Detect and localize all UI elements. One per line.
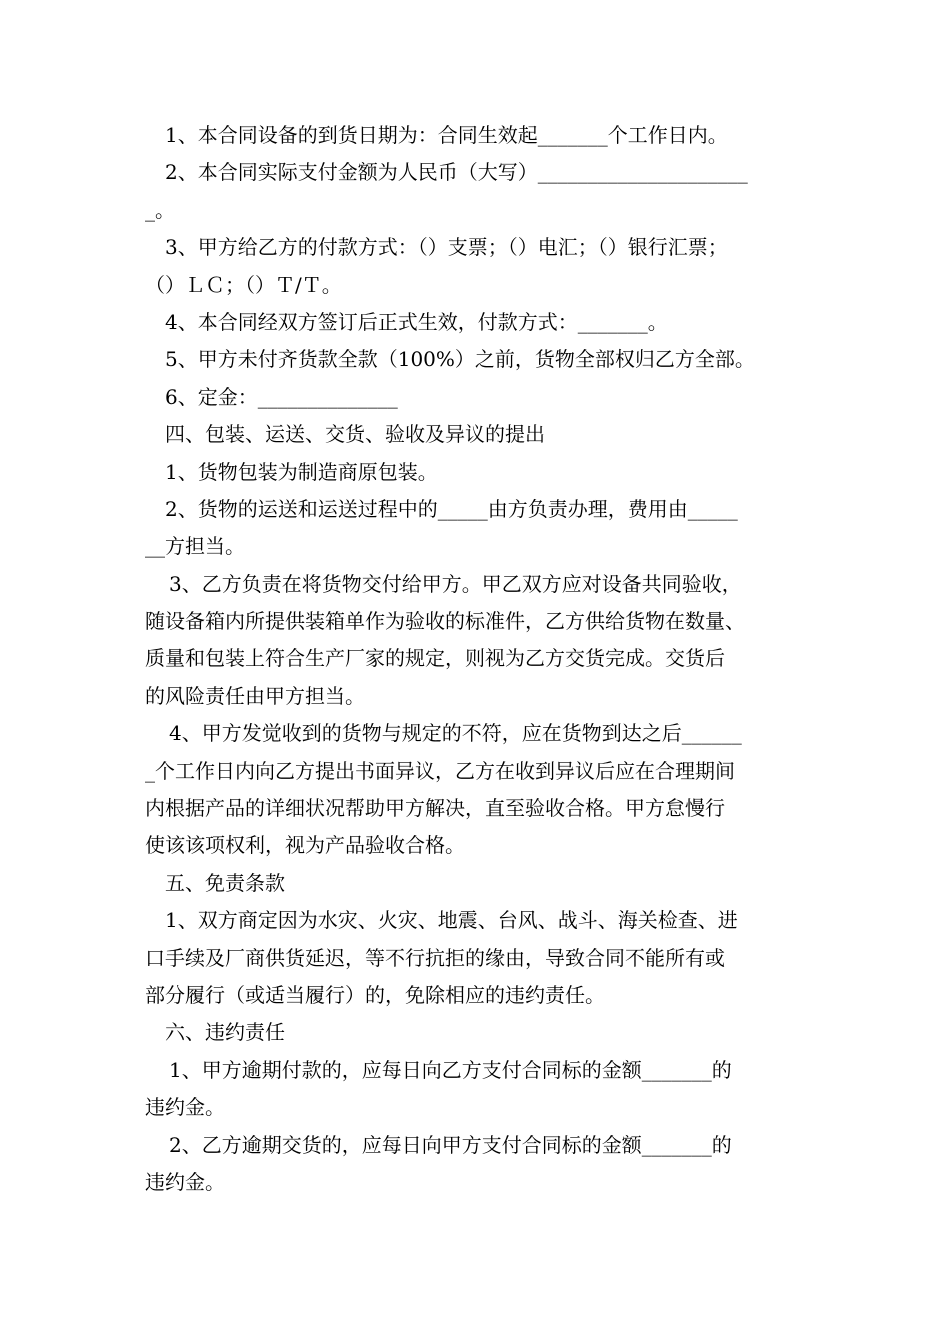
payment-method-clause-cont: （）ＬＣ；（）Ｔ/Ｔ。 [145, 272, 342, 297]
acceptance-clause: 3、乙方负责在将货物交付给甲方。甲乙双方应对设备共同验收， [169, 571, 742, 596]
late-delivery-clause: 2、乙方逾期交货的，应每日向甲方支付合同标的金额_______的 [169, 1132, 732, 1157]
packaging-clause: 1、货物包装为制造商原包装。 [165, 459, 438, 484]
exemption-clause: 1、双方商定因为水灾、火灾、地震、台风、战斗、海关检查、进 [165, 908, 738, 933]
payment-method-clause: 3、甲方给乙方的付款方式：（）支票；（）电汇；（）银行汇票； [165, 235, 728, 260]
acceptance-clause-cont-2: 质量和包装上符合生产厂家的规定，则视为乙方交货完成。交货后 [145, 646, 725, 671]
exemption-clause-cont-1: 口手续及厂商供货延迟，等不行抗拒的缘由，导致合同不能所有或 [145, 945, 725, 970]
late-delivery-clause-cont: 违约金。 [145, 1169, 225, 1194]
objection-clause-cont-1: _个工作日内向乙方提出书面异议，乙方在收到异议后应在合理期间 [145, 758, 735, 783]
transport-clause-cont: __方担当。 [145, 534, 245, 559]
document-page [145, 117, 815, 1201]
section-heading-packaging: 四、包装、运送、交货、验收及异议的提出 [165, 422, 545, 447]
ownership-clause: 5、甲方未付齐货款全款（100%）之前，货物全部权归乙方全部。 [165, 347, 755, 372]
objection-clause-cont-2: 内根据产品的详细状况帮助甲方解决，直至验收合格。甲方怠慢行 [145, 796, 725, 821]
payment-amount-clause: 2、本合同实际支付金额为人民币（大写）_____________________ [165, 160, 748, 185]
payment-amount-clause-cont: _。 [145, 197, 175, 222]
section-heading-liability: 六、违约责任 [165, 1020, 285, 1045]
acceptance-clause-cont-1: 随设备箱内所提供装箱单作为验收的标准件，乙方供给货物在数量、 [145, 609, 745, 634]
contract-effective-clause: 4、本合同经双方签订后正式生效，付款方式：_______。 [165, 309, 668, 334]
late-payment-clause: 1、甲方逾期付款的，应每日向乙方支付合同标的金额_______的 [169, 1057, 732, 1082]
transport-clause: 2、货物的运送和运送过程中的_____由方负责办理，费用由_____ [165, 496, 738, 521]
exemption-clause-cont-2: 部分履行（或适当履行）的，免除相应的违约责任。 [145, 982, 605, 1007]
objection-clause-cont-3: 使该该项权利，视为产品验收合格。 [145, 833, 465, 858]
late-payment-clause-cont: 违约金。 [145, 1095, 225, 1120]
delivery-date-clause: 1、本合同设备的到货日期为：合同生效起_______个工作日内。 [165, 123, 728, 147]
deposit-clause: 6、定金：______________ [165, 384, 398, 409]
acceptance-clause-cont-3: 的风险责任由甲方担当。 [145, 683, 365, 708]
section-heading-exemption: 五、免责条款 [165, 870, 285, 895]
objection-clause: 4、甲方发觉收到的货物与规定的不符，应在货物到达之后______ [169, 721, 742, 746]
